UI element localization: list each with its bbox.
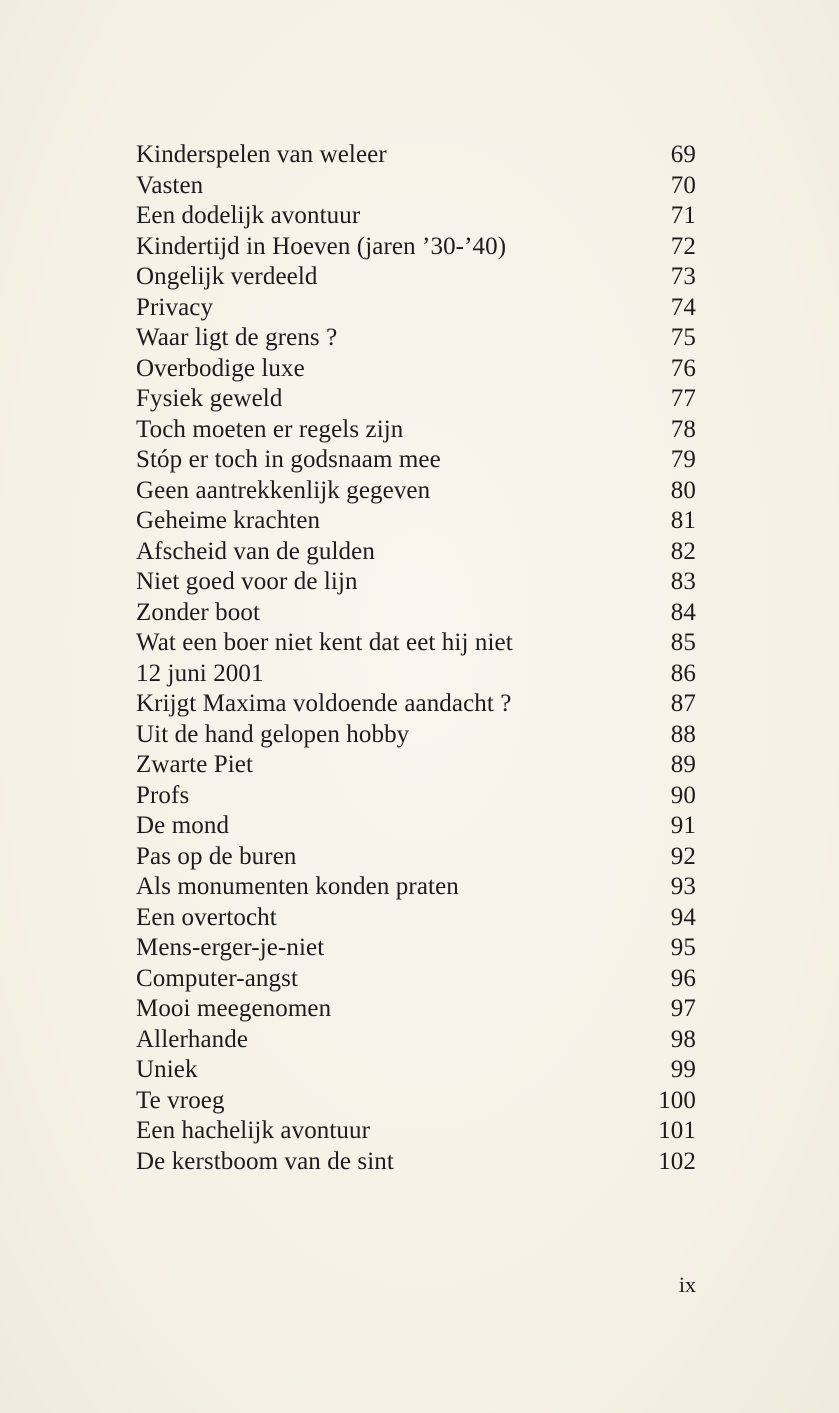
toc-entry-page: 93: [670, 873, 696, 900]
toc-entry-title: Een overtocht: [136, 903, 277, 931]
toc-entry: [136, 140, 696, 171]
toc-entry: [136, 598, 696, 629]
toc-entry: [136, 811, 696, 842]
toc-entry: [136, 384, 696, 415]
toc-entry-title: Privacy: [136, 293, 214, 321]
toc-entry-page: 80: [670, 476, 696, 504]
toc-entry-title: Een hachelijk avontuur: [136, 1117, 371, 1144]
toc-entry-page: 89: [670, 751, 696, 778]
toc-entry: [136, 323, 696, 354]
toc-entry-page: 70: [670, 171, 696, 199]
toc-entry-page: 81: [670, 507, 696, 534]
toc-entry-title: Kindertijd in Hoeven (jaren ’30-’40): [136, 232, 507, 260]
toc-entry-title: Een dodelijk avontuur: [136, 202, 361, 229]
toc-entry-title: Te vroeg: [136, 1086, 225, 1114]
toc-entry-title: Als monumenten konden praten: [136, 873, 459, 900]
toc-entry-title: De kerstboom van de sint: [136, 1147, 394, 1175]
toc-entry-title: Toch moeten er regels zijn: [136, 415, 404, 443]
toc-entry-page: 74: [670, 293, 696, 321]
toc-entry: [136, 476, 696, 507]
toc-entry-page: 99: [670, 1056, 696, 1083]
toc-entry: [136, 933, 696, 964]
toc-entry: [136, 354, 696, 385]
toc-entry: [136, 781, 696, 812]
toc-entry: [136, 1055, 696, 1086]
toc-entry: [136, 262, 696, 293]
toc-entry: [136, 567, 696, 598]
toc-entry-title: Uit de hand gelopen hobby: [136, 720, 410, 748]
toc-entry: [136, 689, 696, 720]
toc-entry-title: De mond: [136, 812, 230, 839]
toc-entry-page: 77: [670, 385, 696, 412]
toc-entry: [136, 842, 696, 873]
toc-entry-page: 69: [670, 141, 696, 168]
toc-entry: [136, 750, 696, 781]
toc-entry-page: 92: [670, 842, 696, 870]
toc-entry-page: 94: [670, 903, 696, 931]
toc-entry: [136, 659, 696, 690]
toc-entry-page: 96: [670, 964, 696, 992]
toc-entry-title: Fysiek geweld: [136, 385, 283, 412]
toc-entry: [136, 872, 696, 903]
toc-entry-title: Computer-angst: [136, 964, 298, 992]
toc-entry-title: Allerhande: [136, 1025, 249, 1053]
toc-entry-page: 97: [670, 995, 696, 1022]
toc-entry-page: 75: [670, 324, 696, 351]
toc-entry-title: Uniek: [136, 1056, 198, 1083]
toc-entry: [136, 201, 696, 232]
toc-entry-page: 71: [670, 202, 696, 229]
toc-entry-title: 12 juni 2001: [136, 659, 264, 687]
toc-entry-page: 82: [670, 537, 696, 565]
toc-entry-title: Krijgt Maxima voldoende aandacht ?: [136, 690, 512, 717]
toc-entry-title: Geen aantrekkenlijk gegeven: [136, 476, 431, 504]
toc-entry-page: 87: [670, 690, 696, 717]
toc-entry: [136, 1116, 696, 1147]
toc-entry: [136, 506, 696, 537]
toc-entry-title: Kinderspelen van weleer: [136, 141, 387, 168]
toc-entry: [136, 445, 696, 476]
toc-entry-title: Profs: [136, 781, 190, 809]
toc-entry-title: Geheime krachten: [136, 507, 321, 534]
toc-entry: [136, 415, 696, 446]
toc-entry-title: Wat een boer niet kent dat eet hij niet: [136, 629, 513, 656]
toc-entry-title: Niet goed voor de lijn: [136, 568, 358, 595]
toc-entry: [136, 537, 696, 568]
toc-entry: [136, 720, 696, 751]
toc-entry: [136, 232, 696, 263]
toc-entry: [136, 994, 696, 1025]
toc-entry-page: 90: [670, 781, 696, 809]
toc-entry: [136, 171, 696, 202]
toc-entry: [136, 903, 696, 934]
toc-entry-page: 101: [658, 1117, 696, 1144]
toc-entry-title: Zonder boot: [136, 598, 260, 626]
toc-entry-page: 98: [670, 1025, 696, 1053]
toc-entry-page: 84: [670, 598, 696, 626]
toc-entry: [136, 1147, 696, 1178]
toc-entry-page: 91: [670, 812, 696, 839]
toc-entry: [136, 628, 696, 659]
toc-entry-title: Zwarte Piet: [136, 751, 254, 778]
toc-entry: [136, 1086, 696, 1117]
toc-entry-title: Ongelijk verdeeld: [136, 263, 318, 290]
toc-entry-page: 88: [670, 720, 696, 748]
toc-entry-page: 76: [670, 354, 696, 382]
toc-entry-page: 83: [670, 568, 696, 595]
toc-entry-title: Waar ligt de grens ?: [136, 324, 338, 351]
toc-entry-page: 78: [670, 415, 696, 443]
toc-entry-title: Mens-erger-je-niet: [136, 934, 325, 961]
toc-entry-page: 79: [670, 446, 696, 473]
table-of-contents: [136, 140, 696, 1177]
page-number: ix: [678, 1272, 696, 1297]
toc-entry-page: 86: [670, 659, 696, 687]
toc-entry-title: Afscheid van de gulden: [136, 537, 375, 565]
toc-entry: [136, 293, 696, 324]
toc-entry-page: 85: [670, 629, 696, 656]
toc-entry-title: Mooi meegenomen: [136, 995, 332, 1022]
toc-entry-page: 102: [658, 1147, 696, 1175]
toc-entry-page: 100: [658, 1086, 696, 1114]
toc-entry-title: Pas op de buren: [136, 842, 297, 870]
toc-entry-title: Overbodige luxe: [136, 354, 305, 382]
toc-entry-title: Stóp er toch in godsnaam mee: [136, 446, 441, 473]
toc-entry-page: 73: [670, 263, 696, 290]
toc-entry: [136, 1025, 696, 1056]
toc-entry: [136, 964, 696, 995]
toc-entry-page: 72: [670, 232, 696, 260]
toc-entry-title: Vasten: [136, 171, 204, 199]
toc-entry-page: 95: [670, 934, 696, 961]
